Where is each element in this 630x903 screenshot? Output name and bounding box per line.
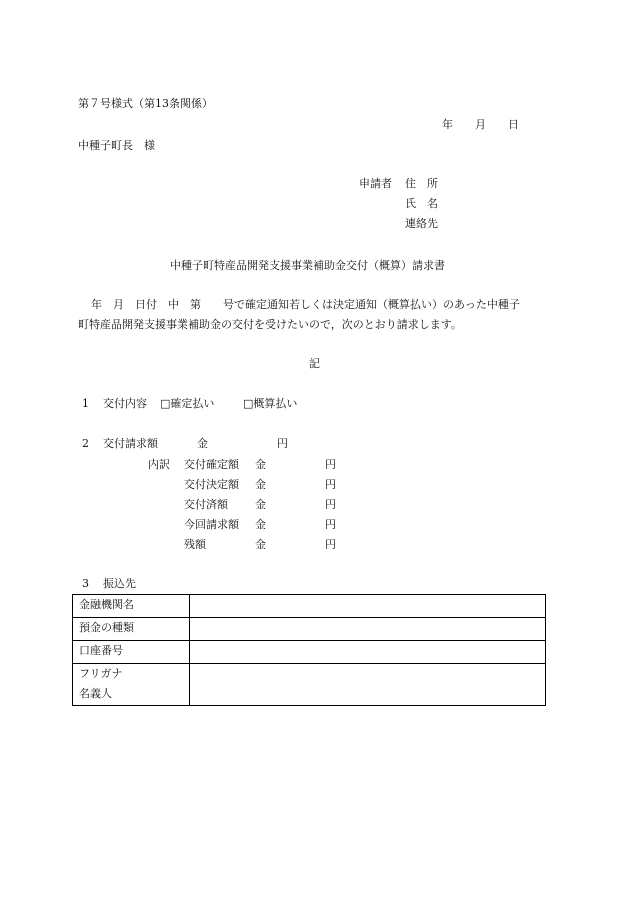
document-title: 中種子町特産品開発支援事業補助金交付（概算）請求書 [170,259,445,272]
item3-number: 3 [82,577,89,590]
ki-heading: 記 [309,357,320,370]
bank-name-label: 金融機関名 [73,595,190,618]
applicant-label: 申請者 [359,177,392,190]
request-paragraph-line2: 町特産品開発支援事業補助金の交付を受けたいので，次のとおり請求します。 [78,318,462,331]
breakdown-row-yen: 円 [325,458,336,471]
breakdown-row-label: 交付確定額 [184,458,239,471]
date-line: 年 月 日 [442,118,519,131]
name-label: 氏 名 [405,197,438,210]
table-row [73,664,546,706]
account-holder-field[interactable] [190,664,546,706]
breakdown-row-label: 交付済額 [184,498,228,511]
item3-label: 振込先 [103,577,136,590]
furigana-label: フリガナ [79,667,123,680]
breakdown-row-yen: 円 [325,478,336,491]
address-label: 住 所 [405,177,438,190]
table-row [73,618,546,641]
request-paragraph-line1: 年 月 日付 中 第 号で確定通知若しくは決定通知（概算払い）のあった中種子 [91,298,520,311]
item2-kin: 金 [197,437,208,450]
table-row [73,641,546,664]
option-estimate-checkbox[interactable]: □概算払い [243,397,298,410]
account-holder-label [73,664,190,706]
breakdown-row-yen: 円 [325,498,336,511]
breakdown-row-kin: 金 [255,458,266,471]
item2-number: 2 [82,437,89,450]
account-number-field[interactable] [190,641,546,664]
breakdown-row-kin: 金 [255,518,266,531]
breakdown-row-kin: 金 [255,538,266,551]
breakdown-row-yen: 円 [325,518,336,531]
breakdown-row-yen: 円 [325,538,336,551]
breakdown-row-kin: 金 [255,498,266,511]
bank-name-field[interactable] [190,595,546,618]
holder-label: 名義人 [79,687,112,700]
account-number-label: 口座番号 [73,641,190,664]
deposit-type-label: 預金の種類 [73,618,190,641]
breakdown-row-label: 交付決定額 [184,478,239,491]
item2-yen: 円 [277,437,288,450]
table-row [73,595,546,618]
deposit-type-field[interactable] [190,618,546,641]
item2-label: 交付請求額 [103,437,158,450]
item1-label: 交付内容 [103,397,147,410]
bank-account-table [72,594,546,706]
breakdown-label: 内訳 [148,458,170,471]
breakdown-row-label: 今回請求額 [184,518,239,531]
addressee: 中種子町長 様 [78,139,155,152]
breakdown-row-kin: 金 [255,478,266,491]
item1-number: 1 [82,397,89,410]
request-paragraph [78,295,558,335]
contact-label: 連絡先 [405,217,438,230]
option-confirmed-checkbox[interactable]: □確定払い [160,397,215,410]
breakdown-row-label: 残額 [184,538,206,551]
form-number: 第７号様式（第13条関係） [78,97,213,110]
